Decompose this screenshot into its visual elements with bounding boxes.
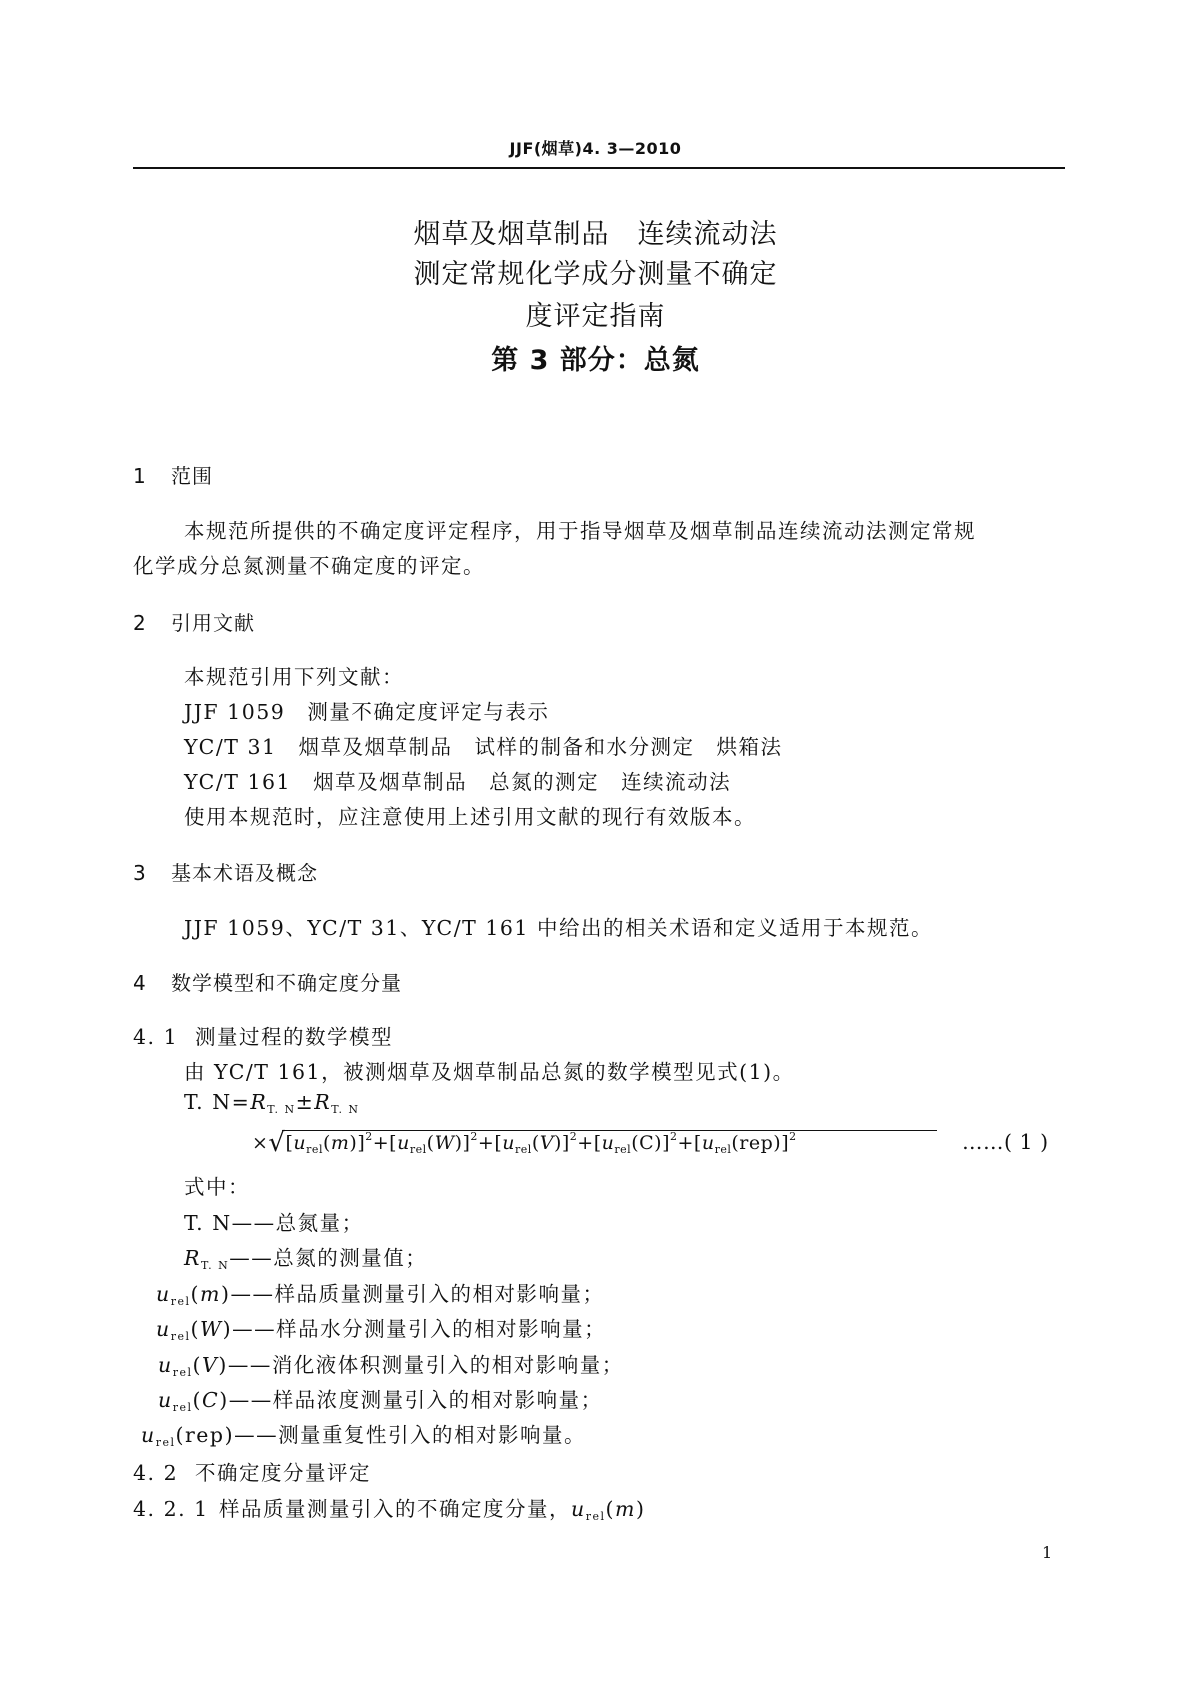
definition-text: ——样品水分测量引入的相对影响量； xyxy=(232,1317,607,1341)
subsection-title: 测量过程的数学模型 xyxy=(195,1025,393,1049)
equation-line-1 xyxy=(184,1090,360,1116)
section-3-paragraph: JJF 1059、YC/T 31、YC/T 161 中给出的相关术语和定义适用于本规范。 xyxy=(184,916,933,940)
definition-symbol: T. N xyxy=(184,1211,232,1235)
equation-symbol-r: R xyxy=(184,1246,201,1270)
references-intro: 本规范引用下列文献： xyxy=(184,665,404,689)
equation-symbol-r: R xyxy=(314,1090,332,1114)
definition-symbol: m xyxy=(200,1282,221,1306)
section-title: 基本术语及概念 xyxy=(171,861,318,885)
definition-urel-m: $u_{rel}(m)——$样品质量测量引入的相对影响量； xyxy=(156,1282,605,1308)
where-label: 式中： xyxy=(184,1175,250,1199)
header-rule xyxy=(133,167,1065,169)
rel-subscript: rel xyxy=(306,1143,323,1156)
title-line-2: 测定常规化学成分测量不确定 xyxy=(413,259,778,290)
definition-symbol: m xyxy=(615,1497,636,1521)
definition-symbol: W xyxy=(200,1317,223,1341)
term-v: V xyxy=(539,1132,554,1154)
equation-lhs: T. N= xyxy=(184,1090,251,1114)
u-symbol: u xyxy=(502,1132,516,1154)
u-symbol: u xyxy=(601,1132,615,1154)
u-symbol: u xyxy=(293,1132,307,1154)
title-line-4: 第 3 部分：总氮 xyxy=(491,345,700,376)
plus-minus-sign: ± xyxy=(295,1090,315,1114)
subsection-4-2-heading xyxy=(133,1456,371,1486)
definition-urel-rep: $u_{rel}(rep)——$测量重复性引入的相对影响量。 xyxy=(141,1423,587,1449)
definition-text: ——样品浓度测量引入的相对影响量； xyxy=(228,1388,603,1412)
rel-subscript: rel xyxy=(714,1143,732,1156)
subsection-4-2-1-heading: 4. 2. 1 样品质量测量引入的不确定度分量，$u_{rel}(m)$ xyxy=(133,1497,646,1523)
exponent: 2 xyxy=(789,1130,797,1143)
page-number: 1 xyxy=(1042,1543,1053,1562)
subsection-4-1-paragraph: 由 YC/T 161，被测烟草及烟草制品总氮的数学模型见式(1)。 xyxy=(184,1060,795,1084)
term-rep: rep xyxy=(739,1132,774,1154)
radical-overline xyxy=(282,1130,937,1131)
equation-subscript: T. N xyxy=(267,1103,296,1116)
rel-subscript: rel xyxy=(170,1295,191,1308)
definition-urel-v: $u_{rel}(V)——$消化液体积测量引入的相对影响量； xyxy=(158,1353,624,1379)
section-title: 引用文献 xyxy=(171,611,255,635)
plus-sign: + xyxy=(577,1132,594,1154)
subsection-number: 4. 2. 1 xyxy=(133,1497,209,1521)
term-w: W xyxy=(434,1132,455,1154)
definition-subscript: T. N xyxy=(200,1259,230,1272)
u-symbol: u xyxy=(156,1317,171,1341)
equation-line-2: $\times√[u_{rel}(m)]^2+[u_{rel}(W)]^2+[u_{rel}(V)]^2+[u_{rel}(C)]^2+[u_{rel}(rep)]^2$ xyxy=(252,1128,797,1158)
definition-symbol: C xyxy=(202,1388,220,1412)
rel-subscript: rel xyxy=(585,1510,606,1523)
equation-number: ……( 1 ) xyxy=(962,1130,1049,1154)
exponent: 2 xyxy=(669,1130,678,1143)
u-symbol: u xyxy=(141,1423,156,1447)
subsection-4-1-heading xyxy=(133,1020,393,1050)
rel-subscript: rel xyxy=(409,1143,427,1156)
section-number: 2 xyxy=(133,611,147,635)
section-1-paragraph-line-2: 化学成分总氮测量不确定度的评定。 xyxy=(133,554,485,578)
section-title: 数学模型和不确定度分量 xyxy=(171,971,402,995)
definition-text: ——测量重复性引入的相对影响量。 xyxy=(234,1423,587,1447)
exponent: 2 xyxy=(569,1130,578,1143)
definition-text: ——消化液体积测量引入的相对影响量； xyxy=(227,1353,624,1377)
definition-text: ——样品质量测量引入的相对影响量； xyxy=(230,1282,605,1306)
u-symbol: u xyxy=(571,1497,586,1521)
equation-symbol-r: R xyxy=(250,1090,268,1114)
section-2-heading xyxy=(133,607,255,636)
section-4-heading xyxy=(133,967,402,996)
title-line-1: 烟草及烟草制品 连续流动法 xyxy=(413,219,778,250)
plus-sign: + xyxy=(372,1132,390,1154)
plus-sign: + xyxy=(477,1132,495,1154)
subsection-title: 不确定度分量评定 xyxy=(195,1461,371,1485)
reference-yct-161: YC/T 161 烟草及烟草制品 总氮的测定 连续流动法 xyxy=(184,770,732,794)
definition-text: ——总氮量； xyxy=(231,1211,364,1235)
exponent: 2 xyxy=(470,1130,478,1143)
title-line-3: 度评定指南 xyxy=(525,301,666,332)
u-symbol: u xyxy=(156,1282,171,1306)
section-1-heading xyxy=(133,460,213,489)
definition-total-nitrogen xyxy=(184,1206,364,1236)
section-1-paragraph-line-1: 本规范所提供的不确定度评定程序，用于指导烟草及烟草制品连续流动法测定常规 xyxy=(184,519,976,543)
rel-subscript: rel xyxy=(172,1366,193,1379)
u-symbol: u xyxy=(158,1388,173,1412)
definition-measured-value xyxy=(184,1241,427,1272)
section-number: 4 xyxy=(133,971,147,995)
u-symbol: u xyxy=(701,1132,715,1154)
rel-subscript: rel xyxy=(172,1401,193,1414)
square-root-sign: √ xyxy=(268,1128,286,1158)
term-m: m xyxy=(330,1132,350,1154)
exponent: 2 xyxy=(365,1130,373,1143)
definition-text: ——总氮的测量值； xyxy=(229,1246,428,1270)
subsection-number: 4. 1 xyxy=(133,1025,179,1049)
u-symbol: u xyxy=(158,1353,173,1377)
equation-subscript: T. N xyxy=(331,1103,360,1116)
subsection-title: 样品质量测量引入的不确定度分量， xyxy=(219,1497,571,1521)
document-code: JJF(烟草)4. 3—2010 xyxy=(509,139,682,158)
term-c: C xyxy=(639,1132,655,1154)
rel-subscript: rel xyxy=(170,1330,191,1343)
rel-subscript: rel xyxy=(614,1143,632,1156)
definition-urel-w: $u_{rel}(W)——$样品水分测量引入的相对影响量； xyxy=(156,1317,607,1343)
rel-subscript: rel xyxy=(155,1436,176,1449)
definition-symbol: rep xyxy=(185,1423,225,1447)
section-number: 3 xyxy=(133,861,147,885)
u-symbol: u xyxy=(397,1132,410,1154)
plus-sign: + xyxy=(677,1132,694,1154)
reference-yct-31: YC/T 31 烟草及烟草制品 试样的制备和水分测定 烘箱法 xyxy=(184,735,783,759)
subsection-number: 4. 2 xyxy=(133,1461,179,1485)
reference-jjf-1059: JJF 1059 测量不确定度评定与表示 xyxy=(184,700,550,724)
definition-urel-c: $u_{rel}(C)——$样品浓度测量引入的相对影响量； xyxy=(158,1388,603,1414)
times-sign: × xyxy=(252,1132,269,1154)
section-number: 1 xyxy=(133,464,147,488)
section-title: 范围 xyxy=(171,464,213,488)
rel-subscript: rel xyxy=(515,1143,532,1156)
definition-symbol: V xyxy=(202,1353,219,1377)
references-note: 使用本规范时，应注意使用上述引用文献的现行有效版本。 xyxy=(184,805,756,829)
section-3-heading xyxy=(133,857,318,886)
